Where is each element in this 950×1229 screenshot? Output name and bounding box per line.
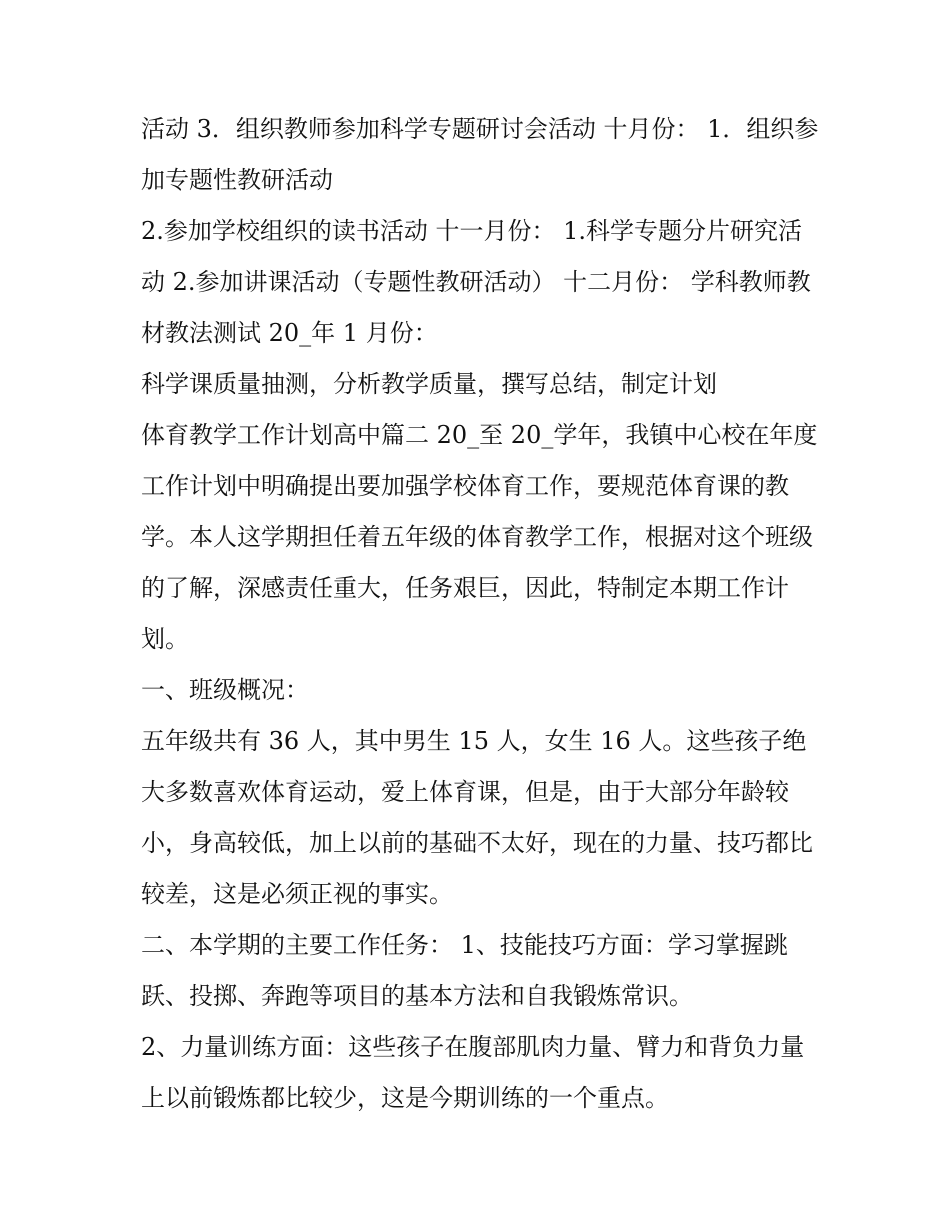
- paragraph-pe-plan-intro: 体育教学工作计划高中篇二 20_至 20_学年，我镇中心校在年度工作计划中明确提出要加强学校体育工作，要规范体育课的教学。本人这学期担任着五年级的体育教学工作，根据对这个班级的了解，深感责任重大，任务艰巨，因此，特制定本期工作计划。: [141, 421, 818, 653]
- section-heading-class-overview: 一、班级概况：: [141, 676, 309, 704]
- paragraph-activities-november-december: 2.参加学校组织的读书活动 十一月份： 1.科学专题分片研究活动 2.参加讲课活动（专题性教研活动） 十二月份： 学科教师教材教法测试 20_年 1 月份：: [141, 217, 811, 347]
- document-body: [141, 104, 821, 1124]
- paragraph-strength-training: 2、力量训练方面：这些孩子在腹部肌肉力量、臂力和背负力量上以前锻炼都比较少，这是今期训练的一个重点。: [141, 1033, 805, 1112]
- paragraph-main-tasks: 二、本学期的主要工作任务： 1、技能技巧方面：学习掌握跳跃、投掷、奔跑等项目的基本方法和自我锻炼常识。: [141, 931, 788, 1010]
- paragraph-science-quality: 科学课质量抽测，分析教学质量，撰写总结，制定计划: [141, 370, 717, 398]
- paragraph-activities-october: 活动 3．组织教师参加科学专题研讨会活动 十月份： 1．组织参加专题性教研活动: [141, 115, 819, 194]
- paragraph-class-overview: 五年级共有 36 人，其中男生 15 人，女生 16 人。这些孩子绝大多数喜欢体育运动，爱上体育课，但是，由于大部分年龄较小，身高较低，加上以前的基础不太好，现在的力量、技巧都比较差，这是必须正视的事实。: [141, 727, 813, 908]
